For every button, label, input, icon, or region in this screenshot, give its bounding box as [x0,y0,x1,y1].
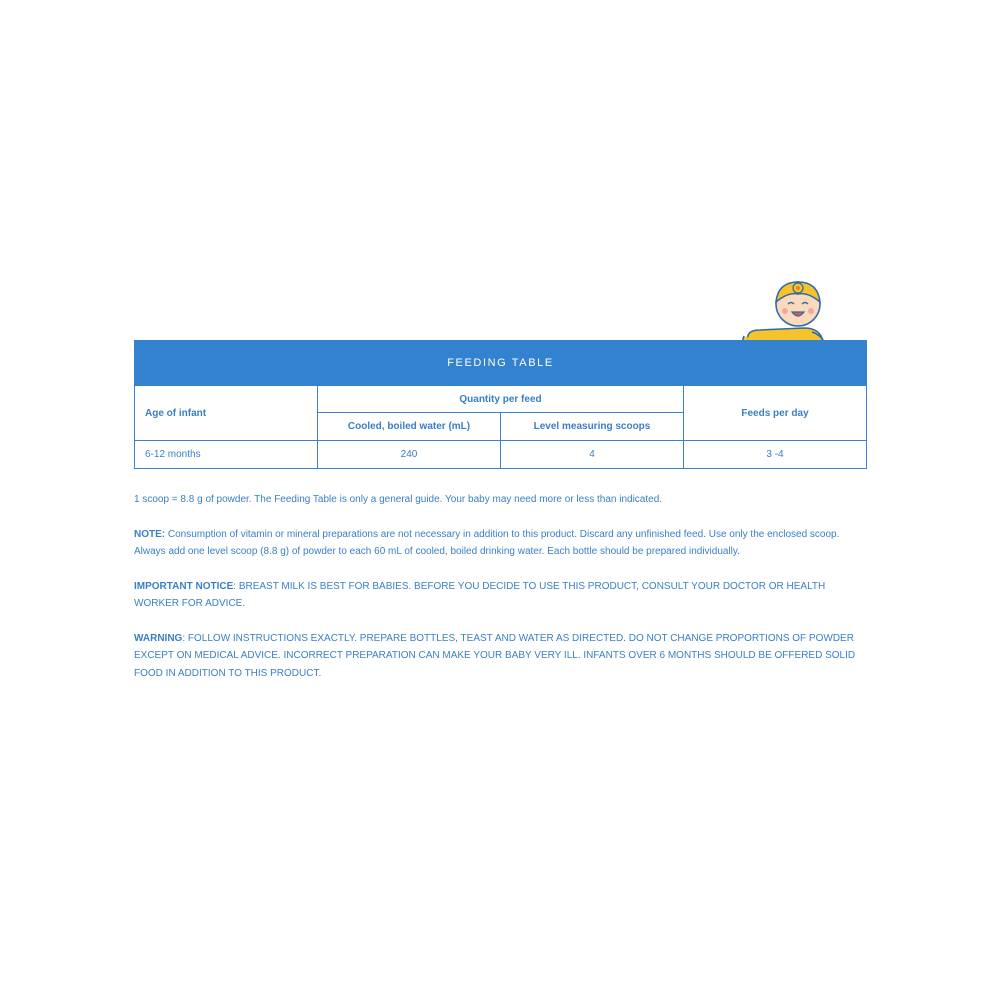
note-text: Consumption of vitamin or mineral preparations are not necessary in addition to this product. Discard any unfinished feed. Use only the enclosed scoop. Always add one level scoop (8.8 g) of powder to each 60 mL of cooled, boiled drinking water. Each bottle should be prepared individually. [134,528,840,557]
warning-text: : FOLLOW INSTRUCTIONS EXACTLY. PREPARE BOTTLES, TEAST AND WATER AS DIRECTED. DO NOT CHANGE PROPORTIONS OF POWDER EXCEPT ON MEDICAL ADVICE. INCORRECT PREPARATION CAN MAKE YOUR BABY VERY ILL. INFANTS OVER 6 MONTHS SHOULD BE OFFERED SOLID FOOD IN ADDITION TO THIS PRODUCT. [134,632,856,679]
note-paragraph [134,526,866,561]
warning-label: WARNING [134,632,183,644]
notes [134,491,866,682]
feeding-section [134,340,866,699]
header-feeds: Feeds per day [684,386,867,441]
cell-feeds: 3 -4 [684,441,867,469]
scoop-note: 1 scoop = 8.8 g of powder. The Feeding Table is only a general guide. Your baby may need more or less than indicated. [134,494,663,505]
cell-age: 6-12 months [135,441,318,469]
note-label: NOTE: [134,528,166,540]
header-quantity: Quantity per feed [318,386,684,413]
important-text: : BREAST MILK IS BEST FOR BABIES. BEFORE YOU DECIDE TO USE THIS PRODUCT, CONSULT YOUR DOCTOR OR HEALTH WORKER FOR ADVICE. [134,580,826,609]
feeding-table [134,340,867,469]
table-row [135,441,867,469]
header-scoops: Level measuring scoops [501,413,684,441]
header-age: Age of infant [135,386,318,441]
important-notice [134,578,866,613]
warning [134,630,866,683]
table-title: FEEDING TABLE [135,341,867,386]
cell-scoops: 4 [501,441,684,469]
important-label: IMPORTANT NOTICE [134,580,234,592]
cell-water: 240 [318,441,501,469]
header-water: Cooled, boiled water (mL) [318,413,501,441]
